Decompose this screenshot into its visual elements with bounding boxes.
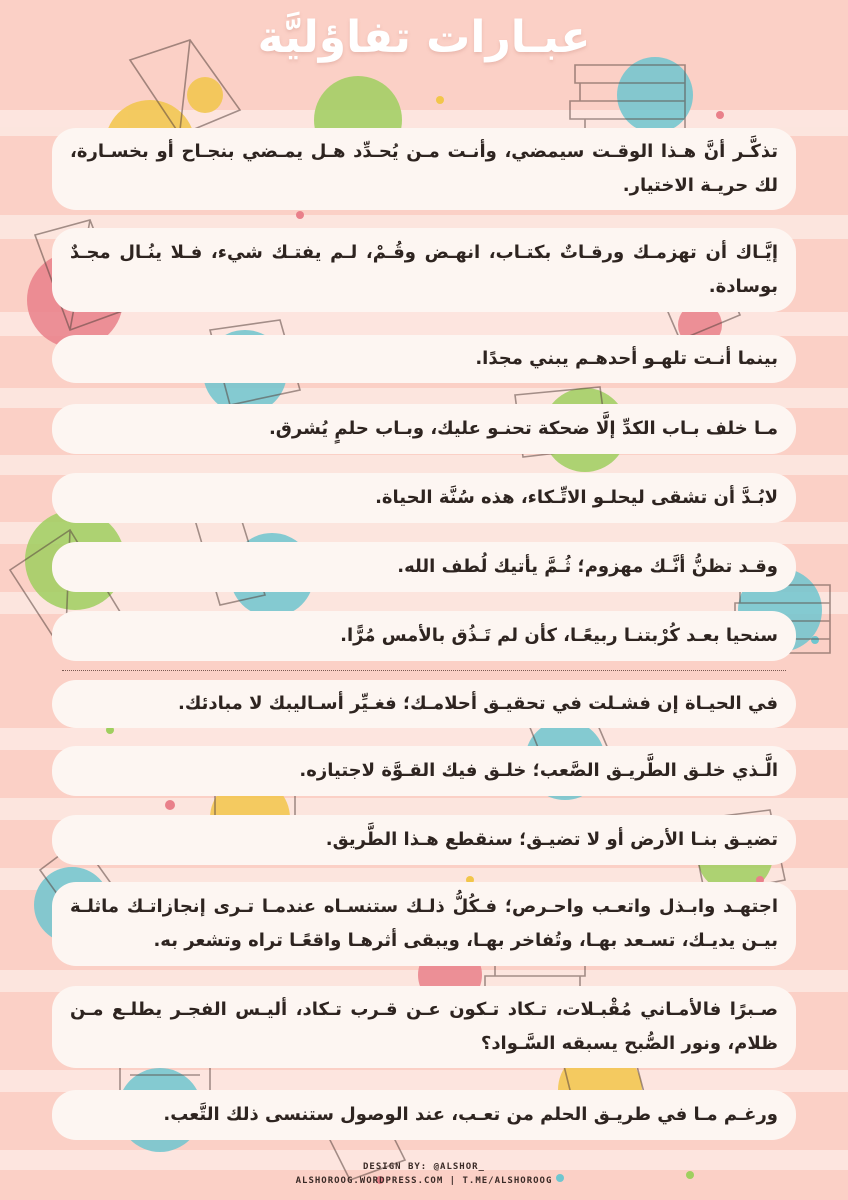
- quote-text: تضيـق بنـا الأرض أو لا تضيـق؛ سنقطع هـذا الطَّريق.: [325, 829, 778, 850]
- quote-card: [52, 228, 796, 312]
- quote-card: [52, 404, 796, 454]
- quote-card: [52, 815, 796, 865]
- quote-text: صـبرًا فالأمـاني مُقْبـلات، تـكاد تـكون عـن قـرب تـكاد، أليـس الفجـر يطلـع مـن ظلام، ونور الصُّبح يسبقه السَّـواد؟: [70, 999, 778, 1054]
- page-title: عبـارات تفاؤليَّة: [257, 12, 591, 63]
- quote-card: [52, 542, 796, 592]
- quote-text: بينما أنـت تلهـو أحدهـم يبني مجدًا.: [475, 348, 778, 369]
- quote-card: [52, 680, 796, 728]
- quote-text: في الحيـاة إن فشـلت في تحقيـق أحلامـك؛ فغـيِّر أسـاليبك لا مبادئك.: [177, 693, 778, 714]
- footer-links: ALSHOROOG.WORDPRESS.COM | T.ME/ALSHOROOG: [295, 1176, 553, 1186]
- quote-card: [52, 473, 796, 523]
- quote-text: اجتهـد وابـذل واتعـب واحـرص؛ فـكُلُّ ذلـك ستنسـاه عندمـا تـرى إنجازاتـك ماثلـة بيـن يديـك، تسـعد بهـا، وتُفاخر بهـا، ويبقى أثرهـا واقعًـا تراه وتشعر به.: [70, 896, 778, 951]
- quote-text: تذكَّـر أنَّ هـذا الوقـت سيمضي، وأنـت مـن يُحـدِّد هـل يمـضي بنجـاح أو بخسـارة، لك حريـة الاختيار.: [70, 141, 778, 196]
- dotted-separator: [62, 670, 786, 671]
- quote-text: ورغـم مـا في طريـق الحلم من تعـب، عند الوصول ستنسى ذلك التَّعب.: [163, 1104, 778, 1125]
- quote-card: [52, 882, 796, 966]
- quote-text: وقـد تظنُّ أنَّـك مهزوم؛ ثُـمَّ يأتيك لُطف الله.: [397, 556, 778, 577]
- quote-card: [52, 986, 796, 1068]
- quote-card: [52, 335, 796, 383]
- quote-text: سنحيا بعـد كُرْبتنـا ربيعًـا، كأن لم تَـذُق بالأمس مُرًّا.: [340, 625, 778, 646]
- quote-card: [52, 746, 796, 796]
- footer-credit: DESIGN BY: @ALSHOR_: [363, 1162, 485, 1172]
- quote-text: لابُـدَّ أن تشقى ليحلـو الاتِّـكاء، هذه سُنَّة الحياة.: [375, 487, 778, 508]
- quote-card: [52, 611, 796, 661]
- quote-text: مـا خلف بـاب الكدِّ إلَّا ضحكة تحنـو عليك، وبـاب حلمٍ يُشرق.: [268, 418, 778, 439]
- quote-card: [52, 1090, 796, 1140]
- quote-card: [52, 128, 796, 210]
- quote-text: الَّـذي خلـق الطَّريـق الصَّعب؛ خلـق فيك القـوَّة لاجتيازه.: [299, 760, 778, 781]
- quote-text: إيَّـاك أن تهزمـك ورقـاتٌ بكتـاب، انهـض وقُـمْ، لـم يفتـك شيء، فـلا ينُـال مجـدٌ بوسادة.: [70, 242, 778, 297]
